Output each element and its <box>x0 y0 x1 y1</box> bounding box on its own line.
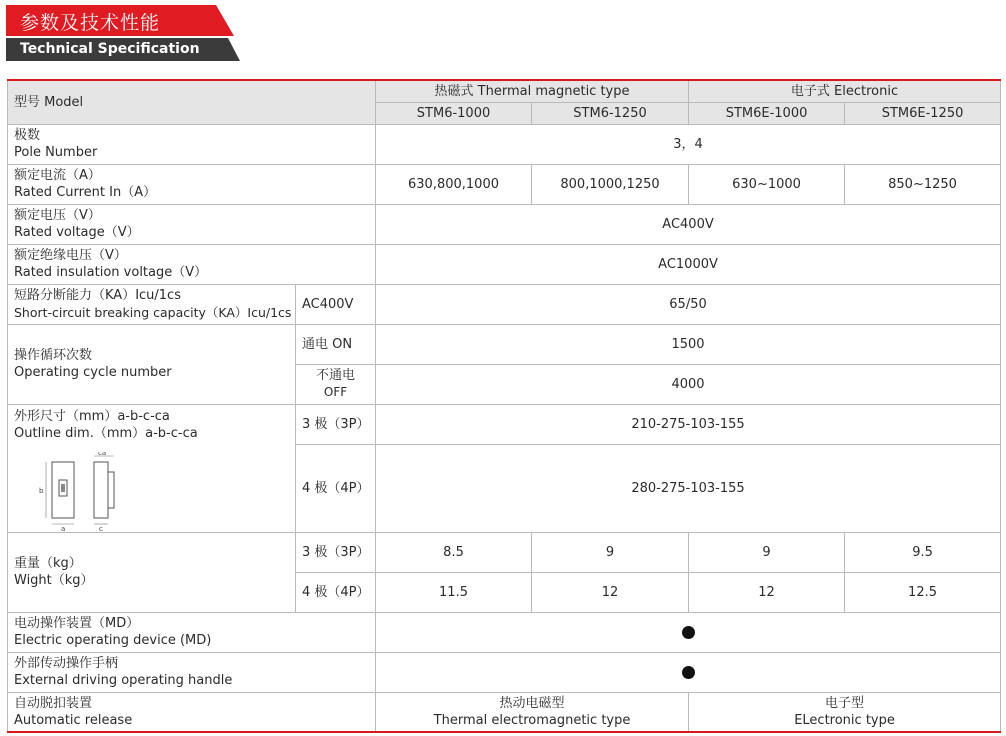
dim-label-a: a <box>61 524 66 532</box>
weight-4p-value: 12.5 <box>845 572 1001 612</box>
weight-label-zh: 重量（kg） <box>14 556 82 571</box>
model-label: 型号 Model <box>8 80 376 124</box>
motor-label-zh: 电动操作装置（MD） <box>14 616 140 631</box>
dim-label-ca: ca <box>98 451 107 457</box>
pole-label-zh: 极数 <box>14 128 41 143</box>
handle-value <box>376 652 1001 692</box>
row-rated-current <box>8 164 1001 204</box>
current-value: 850~1250 <box>845 164 1001 204</box>
spec-table <box>7 79 1001 733</box>
motor-label-en: Electric operating device (MD) <box>14 633 212 648</box>
model-name: STM6E-1250 <box>845 102 1001 124</box>
available-dot-icon <box>682 626 695 639</box>
handle-label-zh: 外部传动操作手柄 <box>14 656 119 671</box>
insulation-label-en: Rated insulation voltage（V） <box>14 265 208 280</box>
current-label-zh: 额定电流（A） <box>14 168 101 183</box>
weight-4p-label: 4 极（4P） <box>296 572 376 612</box>
weight-4p-value: 12 <box>532 572 689 612</box>
motor-label <box>8 612 376 652</box>
row-weight-3p <box>8 532 1001 572</box>
weight-3p-value: 9 <box>532 532 689 572</box>
available-dot-icon <box>682 666 695 679</box>
outline-4p-label: 4 极（4P） <box>296 445 376 532</box>
voltage-label-zh: 额定电压（V） <box>14 208 101 223</box>
cycle-on-value: 1500 <box>376 324 1001 364</box>
outline-4p-value: 280-275-103-155 <box>376 445 1001 532</box>
cycle-off-label-zh: 不通电 <box>316 368 356 383</box>
pole-label <box>8 124 376 164</box>
row-outline-3p <box>8 404 1001 445</box>
cycle-off-value: 4000 <box>376 364 1001 404</box>
row-cycle-on <box>8 324 1001 364</box>
release-electronic-en: ELectronic type <box>794 712 895 728</box>
release-label <box>8 692 376 732</box>
handle-label-en: External driving operating handle <box>14 673 233 688</box>
row-insulation-voltage <box>8 244 1001 284</box>
release-electronic-zh: 电子型 <box>825 695 865 711</box>
insulation-label <box>8 244 376 284</box>
current-label <box>8 164 376 204</box>
cycle-off-label <box>296 364 376 404</box>
breaking-label-zh: 短路分断能力（KA）Icu/1cs <box>14 288 181 303</box>
weight-3p-label: 3 极（3P） <box>296 532 376 572</box>
pole-label-en: Pole Number <box>14 145 98 160</box>
outline-label-en: Outline dim.（mm）a-b-c-ca <box>14 425 198 441</box>
cycle-label <box>8 324 296 404</box>
current-value: 800,1000,1250 <box>532 164 689 204</box>
breaking-label-en: Short-circuit breaking capacity（KA）Icu/1cs <box>14 305 292 320</box>
row-pole-number <box>8 124 1001 164</box>
banner-title-zh: 参数及技术性能 <box>20 12 161 34</box>
outline-3p-label: 3 极（3P） <box>296 404 376 445</box>
voltage-label-en: Rated voltage（V） <box>14 225 140 240</box>
model-name: STM6-1000 <box>376 102 532 124</box>
model-name: STM6E-1000 <box>689 102 845 124</box>
motor-value <box>376 612 1001 652</box>
cycle-off-label-en: OFF <box>323 385 348 399</box>
current-value: 630~1000 <box>689 164 845 204</box>
weight-4p-value: 11.5 <box>376 572 532 612</box>
release-label-en: Automatic release <box>14 712 133 728</box>
outline-label-zh: 外形尺寸（mm）a-b-c-ca <box>14 408 170 424</box>
release-label-zh: 自动脱扣装置 <box>14 695 93 711</box>
insulation-label-zh: 额定绝缘电压（V） <box>14 248 127 263</box>
row-breaking-capacity <box>8 284 1001 324</box>
voltage-value: AC400V <box>376 204 1001 244</box>
handle-label <box>8 652 376 692</box>
current-value: 630,800,1000 <box>376 164 532 204</box>
release-thermal-en: Thermal electromagnetic type <box>433 712 631 728</box>
section-banner <box>6 5 240 59</box>
release-thermal-value <box>376 692 689 732</box>
model-name: STM6-1250 <box>532 102 689 124</box>
release-thermal-zh: 热动电磁型 <box>499 695 565 711</box>
voltage-label <box>8 204 376 244</box>
cycle-on-label: 通电 ON <box>296 324 376 364</box>
weight-3p-value: 8.5 <box>376 532 532 572</box>
breaking-value: 65/50 <box>376 284 1001 324</box>
cycle-label-en: Operating cycle number <box>14 365 172 380</box>
row-rated-voltage <box>8 204 1001 244</box>
header-row-groups <box>8 80 1001 102</box>
group-electronic: 电子式 Electronic <box>689 80 1001 102</box>
outline-label <box>8 404 296 532</box>
weight-3p-value: 9.5 <box>845 532 1001 572</box>
dim-label-c: c <box>99 524 103 532</box>
weight-label-en: Wight（kg） <box>14 573 94 588</box>
breaking-sub-label: AC400V <box>296 284 376 324</box>
weight-3p-value: 9 <box>689 532 845 572</box>
weight-label <box>8 532 296 612</box>
weight-4p-value: 12 <box>689 572 845 612</box>
outline-3p-value: 210-275-103-155 <box>376 404 1001 445</box>
outline-dimension-drawing <box>34 452 134 532</box>
row-automatic-release <box>8 692 1001 732</box>
insulation-value: AC1000V <box>376 244 1001 284</box>
release-electronic-value <box>689 692 1001 732</box>
pole-value: 3，4 <box>376 124 1001 164</box>
breaking-label <box>8 284 296 324</box>
row-motor-device <box>8 612 1001 652</box>
dim-label-b: b <box>39 486 44 495</box>
group-thermal: 热磁式 Thermal magnetic type <box>376 80 689 102</box>
current-label-en: Rated Current In（A） <box>14 185 157 200</box>
row-external-handle <box>8 652 1001 692</box>
banner-title-en: Technical Specification <box>20 41 200 57</box>
cycle-label-zh: 操作循环次数 <box>14 348 93 363</box>
